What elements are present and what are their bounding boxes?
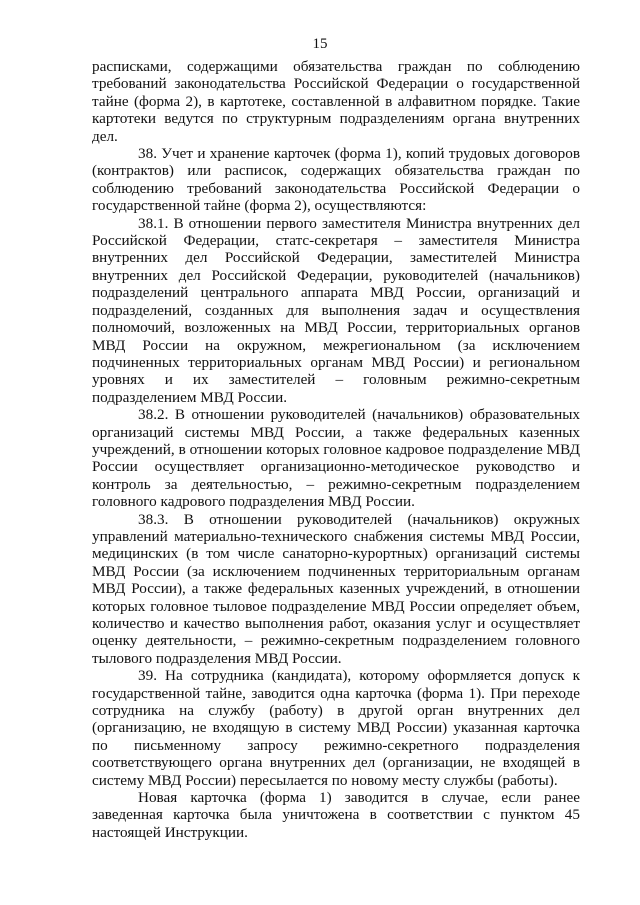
page-number: 15 — [312, 36, 328, 52]
paragraph-38: 38. Учет и хранение карточек (форма 1), копий трудовых договоров (контрактов) или расписок, содержащих обязательства граждан по соблюдению требований законодательства Российской Федерации о государственной тайне (форма 2), осуществляются: — [92, 145, 580, 215]
paragraph-new-card: Новая карточка (форма 1) заводится в случае, если ранее заведенная карточка была уничтожена в соответствии с пунктом 45 настоящей Инструкции. — [92, 789, 580, 841]
paragraph-continuation: расписками, содержащими обязательства граждан по соблюдению требований законодательства Российской Федерации о государственной тайне (форма 2), в картотеке, составленной в алфавитном порядке. Такие картотеки ведутся по структурным подразделениям органа внутренних дел. — [92, 58, 580, 145]
body-text — [92, 58, 580, 841]
paragraph-38-3: 38.3. В отношении руководителей (начальников) окружных управлений материально-технического снабжения системы МВД России, медицинских (в том числе санаторно-курортных) организаций системы МВД России (за исключением подчиненных территориальным органам МВД России), а также федеральных казенных учреждений, в отношении которых головное тыловое подразделение МВД России определяет объем, количество и качество выполнения работ, оказания услуг и осуществляет оценку деятельности, – режимно-секретным подразделением головного тылового подразделения МВД России. — [92, 510, 580, 667]
paragraph-38-2: 38.2. В отношении руководителей (начальников) образовательных организаций системы МВД России, а также федеральных казенных учреждений, в отношении которых головное кадровое подразделение МВД России осуществляет организационно-методическое руководство и контроль за деятельностью, – режимно-секретным подразделением головного кадрового подразделения МВД России. — [92, 406, 580, 511]
paragraph-39: 39. На сотрудника (кандидата), которому оформляется допуск к государственной тайне, заводится одна карточка (форма 1). При переходе сотрудника на службу (работу) в другой орган внутренних дел (организацию, не входящую в систему МВД России) указанная карточка по письменному запросу режимно-секретного подразделения соответствующего органа внутренних дел (организации, не входящей в систему МВД России) пересылается по новому месту службы (работы). — [92, 667, 580, 789]
paragraph-38-1: 38.1. В отношении первого заместителя Министра внутренних дел Российской Федерации, статс-секретаря – заместителя Министра внутренних дел Российской Федерации, заместителей Министра внутренних дел Российской Федерации, руководителей (начальников) подразделений центрального аппарата МВД России, организаций и подразделений, созданных для выполнения задач и осуществления полномочий, возложенных на МВД России, территориальных органов МВД России на окружном, межрегиональном (за исключением подчиненных территориальных органам МВД России) и региональном уровнях и их заместителей – головным режимно-секретным подразделением МВД России. — [92, 214, 580, 406]
